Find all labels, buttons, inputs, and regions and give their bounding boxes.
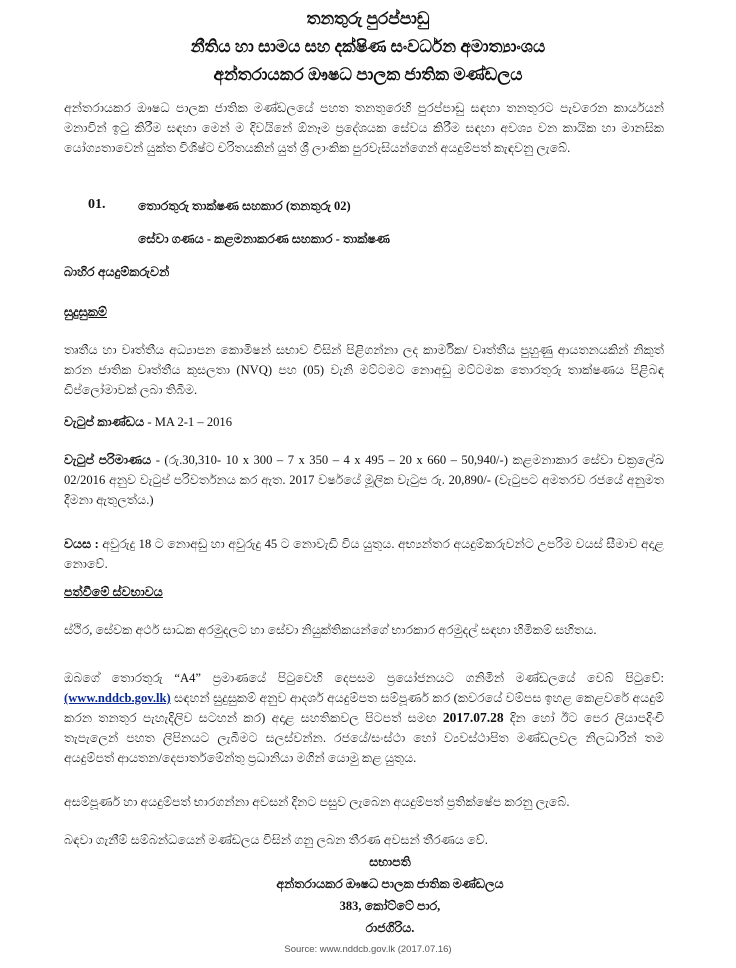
post-title: තොරතුරු තාක්ෂණ සහකාර (තනතුරු 02) bbox=[138, 199, 351, 213]
source-caption: Source: www.nddcb.gov.lk (2017.07.16) bbox=[284, 944, 452, 955]
signature-address-city: රාජගිරිය. bbox=[365, 921, 415, 935]
intro-paragraph: අන්තරායකර ඖෂධ පාලක ජාතික මණ්ඩලයේ පහත තනතුරෙහි පුරප්පාඩු සඳහා තනතුරට පැවරෙන කාර්යයන් මනාවින් ඉටු කිරීම සඳහා මෙන් ම දිවයිනේ ඕනෑම ප්‍රදේශයක සේවය කිරීම සඳහා අවශ්‍ය වන කායික හා මානසික යෝග්‍යතාවෙන් යුක්ත විශිෂ්ට චරිතයකින් යුත් ශ්‍රී ලාංකික පුරවැසියන්ගෙන් අයදුම්පත් කැඳවනු ලැබේ. bbox=[64, 101, 664, 155]
age-value: අවුරුදු 18 ට නොඅඩු හා අවුරුදු 45 ට නොවැඩි විය යුතුය. අභ්‍යන්තර අයදුම්කරුවන්ට උපරිම වයස් සීමාව අදාළ නොවේ. bbox=[64, 537, 664, 571]
signature-title: සභාපති bbox=[369, 855, 411, 869]
post-service: සේවා ගණය - කළමනාකරණ සහකාර - තාක්ෂණ bbox=[138, 232, 390, 246]
application-text-1: ඔබගේ තොරතුරු “A4” ප්‍රමාණයේ පිටුවෙහි දෙපසම ප්‍රයෝජනයට ගනිමින් මණ්ඩලයේ වෙබ් පිටුවේ: bbox=[64, 671, 664, 685]
nature-heading: පත්වීමේ ස්වභාවය bbox=[64, 585, 163, 599]
header-board: අන්තරායකර ඖෂධ පාලක ජාතික මණ්ඩලය bbox=[213, 65, 523, 84]
nature-paragraph: ස්ථිර, සේවක අර්ථ සාධක අරමුදලට හා සේවා නියුක්තිකයන්ගේ භාරකාර අරමුදල් සඳහා හිමිකම් සහිතය. bbox=[64, 623, 597, 637]
decision-notice: බඳවා ගැනීම් සම්බන්ධයෙන් මණ්ඩලය විසින් ගනු ලබන තීරණ අවසන් තීරණය වේ. bbox=[64, 833, 488, 847]
age-requirement bbox=[64, 534, 664, 574]
signature-organization: අන්තරායකර ඖෂධ පාලක ජාතික මණ්ඩලය bbox=[276, 877, 504, 891]
salary-code-label: වැටුප් කාණ්ඩය bbox=[64, 415, 145, 429]
salary-code bbox=[64, 412, 664, 432]
salary-scale bbox=[64, 450, 664, 510]
header-ministry: නීතිය හා සාමය සහ දක්ෂිණ සංවර්ධන අමාත්‍යාංශය bbox=[190, 37, 546, 56]
qualifications-heading: සුදුසුකම් bbox=[64, 305, 107, 319]
age-label: වයස : bbox=[64, 537, 99, 551]
qualifications-paragraph: තෘතීය හා වෘත්තීය අධ්‍යාපන කොමිෂන් සභාව විසින් පිළිගන්නා ලද කාර්මික/ වෘත්තීය පුහුණු ආයතනයකින් නිකුත් කරන ජාතික වෘත්තීය කුසලතා (NVQ) පහ (05) වැනි මට්ටමට නොඅඩු මට්ටමක තොරතුරු තාක්ෂණය පිළිබඳ ඩිප්ලෝමාවක් ලබා තිබීම. bbox=[64, 343, 664, 397]
external-applicants-heading: බාහිර අයදුම්කරුවන් bbox=[64, 265, 170, 279]
salary-code-value: - MA 2-1 – 2016 bbox=[144, 415, 233, 429]
application-text-3: දින හෝ ඊට පෙර ලියාපදිංචි තැපැලෙන් පහත ලිපිනයට ලැබීමට සලස්වන්න. රජයේ/සංස්ථා හෝ ව්‍යවස්ථාපිත මණ්ඩලවල නිලධාරින් තම අයදුම්පත් ආයතන/දෙපාර්තමේන්තු ප්‍රධානියා මගින් යොමු කළ යුතුය. bbox=[64, 711, 664, 765]
website-link[interactable]: (www.nddcb.gov.lk) bbox=[64, 691, 171, 705]
application-text-2: සඳහන් සුදුසුකම් අනුව ආදර්ශ අයදුම්පත සම්පූර්ණ කර (කවරයේ වම්පස ඉහළ කෙළවරේ අයදුම් කරන තනතුර පැහැදිලිව සටහන් කර) අදාළ සහතිකවල පිටපත් සමඟ bbox=[64, 691, 664, 725]
closing-date: 2017.07.28 bbox=[436, 710, 504, 725]
header-title-vacancies: තනතුරු පුරප්පාඩු bbox=[306, 9, 430, 28]
salary-scale-label: වැටුප් පරිමාණය bbox=[64, 453, 152, 467]
post-number: 01. bbox=[88, 197, 106, 212]
application-paragraph bbox=[64, 668, 664, 768]
rejection-notice: අසම්පූර්ණ හා අයදුම්පත් භාරගන්නා අවසන් දිනට පසුව ලැබෙන අයදුම්පත් ප්‍රතික්ෂේප කරනු ලැබේ. bbox=[64, 795, 570, 809]
salary-scale-value: - (රු.30,310- 10 x 300 – 7 x 350 – 4 x 495 – 20 x 660 – 50,940/-) කළමනාකාර සේවා චක්‍රලේඛ 02/2016 අනුව වැටුප් පරිවර්තනය කර ඇත. 2017 වර්ෂයේ මූලික වැටුප රු. 20,890/- (වැටුපට අමතරව රජයේ අනුමත දීමනා ඇතුලත්ය.) bbox=[64, 453, 664, 507]
signature-address-street: 383, කෝට්ටේ පාර, bbox=[339, 899, 441, 913]
